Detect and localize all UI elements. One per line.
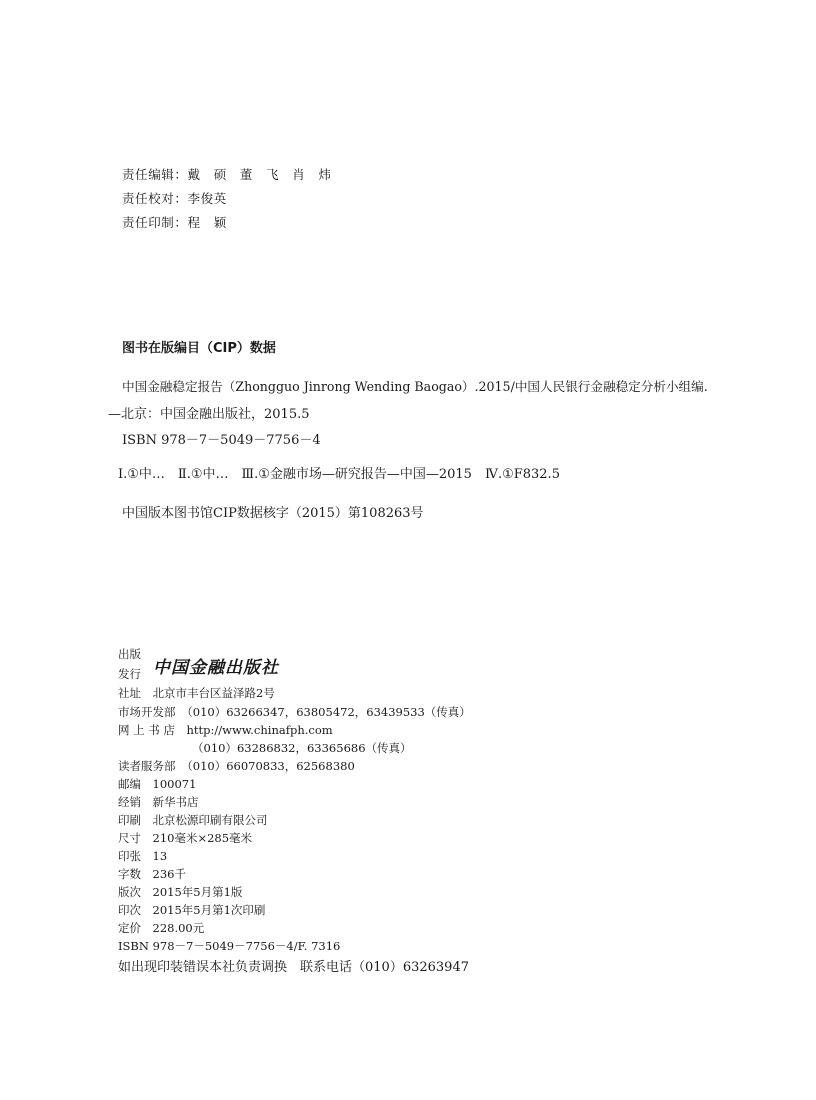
imprint-edition: 版次 2015年5月第1版 <box>118 885 243 899</box>
cip-isbn: ISBN 978－7－5049－7756－4 <box>122 433 321 448</box>
imprint-bookstore: 网 上 书 店 http://www.chinafph.com <box>118 723 333 737</box>
imprint-printer: 印刷 北京松源印刷有限公司 <box>118 813 268 827</box>
cip-publisher-line: —北京：中国金融出版社，2015.5 <box>108 407 310 422</box>
cip-title-line: 中国金融稳定报告（Zhongguo Jinrong Wending Baogao）.2015/中国人民银行金融稳定分析小组编. <box>122 379 708 394</box>
credit-editor: 责任编辑：戴 硕 董 飞 肖 炜 <box>122 167 332 182</box>
imprint-bookstore-phone: （010）63286832，63365686（传真） <box>192 741 412 755</box>
cip-heading: 图书在版编目（CIP）数据 <box>122 341 276 356</box>
imprint-reader-service: 读者服务部 （010）66070833，62568380 <box>118 759 355 773</box>
imprint-notice: 如出现印装错误本社负责调换 联系电话（010）63263947 <box>118 960 469 975</box>
imprint-address: 社址 北京市丰台区益泽路2号 <box>118 686 275 700</box>
imprint-postcode: 邮编 100071 <box>118 777 197 791</box>
imprint-size: 尺寸 210毫米×285毫米 <box>118 831 253 845</box>
imprint-publish-label: 出版 <box>118 647 141 661</box>
imprint-impression: 印次 2015年5月第1次印刷 <box>118 903 266 917</box>
imprint-price: 定价 228.00元 <box>118 921 205 935</box>
imprint-sheets: 印张 13 <box>118 849 168 863</box>
credit-proofreader: 责任校对：李俊英 <box>122 191 227 206</box>
cip-verification: 中国版本图书馆CIP数据核字（2015）第108263号 <box>122 506 424 521</box>
imprint-isbn-full: ISBN 978－7－5049－7756－4/F. 7316 <box>118 939 341 953</box>
publisher-logo: 中国金融出版社 <box>153 658 279 678</box>
credit-printing: 责任印制：程 颖 <box>122 215 227 230</box>
imprint-marketing: 市场开发部 （010）63266347，63805472，63439533（传真） <box>118 705 471 719</box>
imprint-distributor: 经销 新华书店 <box>118 795 199 809</box>
cip-classification: Ⅰ.①中… Ⅱ.①中… Ⅲ.①金融市场—研究报告—中国—2015 Ⅳ.①F832.5 <box>118 467 560 482</box>
imprint-issue-label: 发行 <box>118 667 141 681</box>
imprint-words: 字数 236千 <box>118 867 186 881</box>
